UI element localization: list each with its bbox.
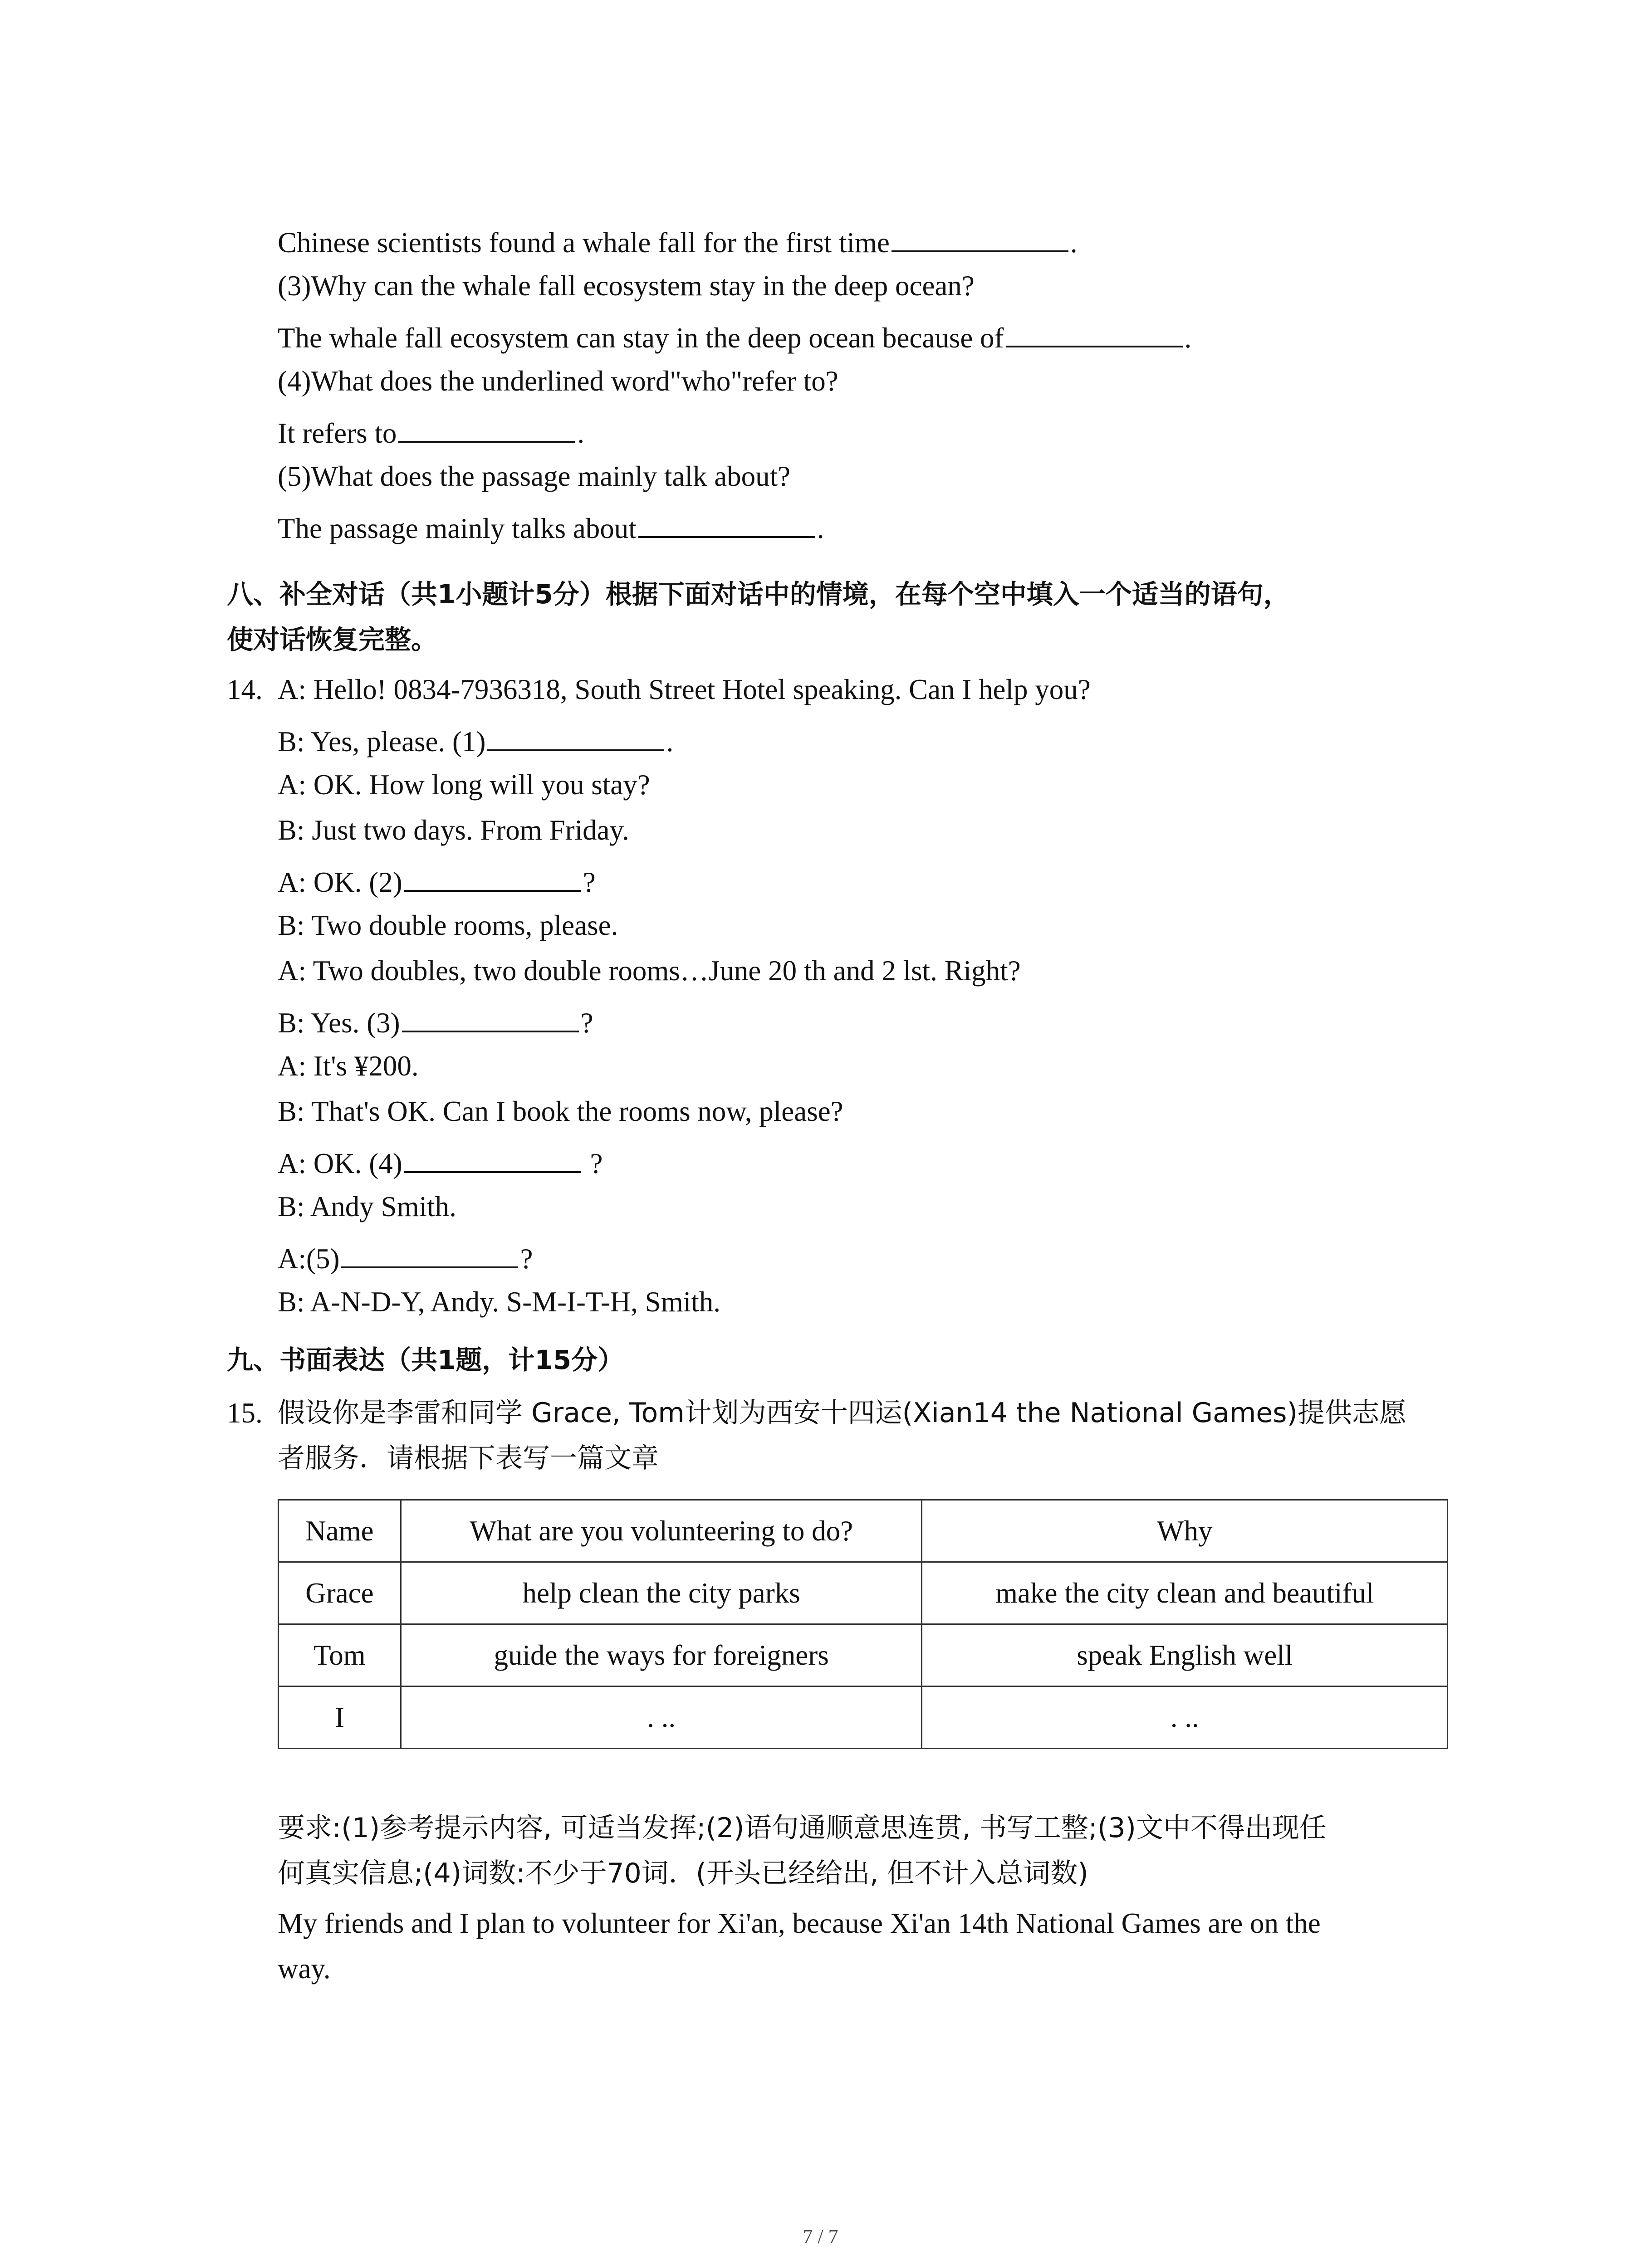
dialog-line-4: B: Just two days. From Friday. (278, 814, 629, 846)
answer-blank[interactable] (398, 413, 575, 443)
q15-prompt-line-1: 假设你是李雷和同学 Grace, Tom计划为西安十四运(Xian14 the National Games)提供志愿 (278, 1397, 1406, 1429)
question-number: 15. (227, 1397, 263, 1429)
dialog-line-8: B: Yes. (3) ? (278, 1002, 593, 1041)
table-row (279, 1624, 1448, 1686)
answer-blank[interactable] (404, 862, 581, 892)
answer-blank[interactable] (487, 721, 664, 751)
section-9-heading: 九、书面表达（共1题，计15分） (227, 1344, 624, 1375)
dialog-text: B: Yes. (3) (278, 1007, 400, 1039)
answer-blank[interactable] (638, 508, 815, 538)
table-cell: help clean the city parks (401, 1562, 922, 1624)
table-cell: Grace (279, 1562, 401, 1624)
dialog-text: A: OK. (2) (278, 866, 402, 898)
q13-answer-line-2: Chinese scientists found a whale fall for the first time . (278, 222, 1078, 261)
answer-blank[interactable] (404, 1143, 581, 1173)
table-cell: . .. (401, 1686, 922, 1749)
page-number: 7 / 7 (803, 2225, 838, 2248)
q13-answer-line-3: The whale fall ecosystem can stay in the deep ocean because of . (278, 318, 1191, 356)
q13-text: It refers to (278, 417, 397, 449)
answer-blank[interactable] (402, 1002, 579, 1032)
dialog-text: A: OK. (4) (278, 1148, 402, 1179)
dialog-line-2: B: Yes, please. (1) . (278, 721, 673, 760)
dialog-line-7: A: Two doubles, two double rooms…June 20 th and 2 lst. Right? (278, 955, 1021, 987)
q13-text: The passage mainly talks about (278, 513, 637, 544)
table-row (279, 1562, 1448, 1624)
q15-requirements-line-2: 何真实信息;(4)词数:不少于70词．(开头已经给出, 但不计入总词数) (278, 1857, 1088, 1889)
dialog-line-1: A: Hello! 0834-7936318, South Street Hotel speaking. Can I help you? (278, 674, 1091, 705)
volunteer-table (278, 1499, 1448, 1749)
dialog-line-11: A: OK. (4) ? (278, 1143, 603, 1182)
table-cell: . .. (922, 1686, 1448, 1749)
q15-prompt-line-2: 者服务．请根据下表写一篇文章 (278, 1442, 659, 1474)
dialog-text: B: Yes, please. (1) (278, 726, 486, 758)
q15-opening-line-2: way. (278, 1953, 331, 1984)
dialog-line-6: B: Two double rooms, please. (278, 909, 618, 941)
question-number: 14. (227, 674, 263, 705)
section-8-heading-line-1: 八、补全对话（共1小题计5分）根据下面对话中的情境，在每个空中填入一个适当的语句， (227, 579, 1290, 610)
answer-blank[interactable] (341, 1238, 518, 1268)
table-header: Name (279, 1500, 401, 1562)
q15-requirements-line-1: 要求:(1)参考提示内容, 可适当发挥;(2)语句通顺意思连贯, 书写工整;(3)文中不得出现任 (278, 1812, 1327, 1844)
q13-question-4: (4)What does the underlined word"who"refer to? (278, 365, 838, 397)
q13-answer-line-4: It refers to . (278, 413, 584, 451)
dialog-line-5: A: OK. (2) ? (278, 862, 596, 900)
table-header-row (279, 1500, 1448, 1562)
q13-answer-line-5: The passage mainly talks about . (278, 508, 824, 547)
dialog-line-10: B: That's OK. Can I book the rooms now, please? (278, 1095, 843, 1127)
table-row (279, 1686, 1448, 1749)
q13-question-5: (5)What does the passage mainly talk about? (278, 460, 791, 492)
table-cell: guide the ways for foreigners (401, 1624, 922, 1686)
q13-text: Chinese scientists found a whale fall for the first time (278, 227, 890, 259)
table-cell: speak English well (922, 1624, 1448, 1686)
answer-blank[interactable] (892, 222, 1068, 252)
q13-question-3: (3)Why can the whale fall ecosystem stay in the deep ocean? (278, 270, 975, 302)
dialog-text: A:(5) (278, 1243, 340, 1275)
dialog-line-9: A: It's ¥200. (278, 1050, 419, 1082)
answer-blank[interactable] (1006, 318, 1183, 347)
dialog-line-14: B: A-N-D-Y, Andy. S-M-I-T-H, Smith. (278, 1286, 720, 1318)
table-cell: I (279, 1686, 401, 1749)
q15-opening-line-1: My friends and I plan to volunteer for Xi'an, because Xi'an 14th National Games are on the (278, 1907, 1321, 1939)
table-header: Why (922, 1500, 1448, 1562)
dialog-line-3: A: OK. How long will you stay? (278, 769, 650, 801)
table-cell: Tom (279, 1624, 401, 1686)
table-cell: make the city clean and beautiful (922, 1562, 1448, 1624)
section-8-heading-line-2: 使对话恢复完整。 (227, 624, 438, 655)
table-header: What are you volunteering to do? (401, 1500, 922, 1562)
q13-text: The whale fall ecosystem can stay in the deep ocean because of (278, 322, 1004, 354)
dialog-line-13: A:(5) ? (278, 1238, 533, 1277)
dialog-line-12: B: Andy Smith. (278, 1191, 456, 1222)
